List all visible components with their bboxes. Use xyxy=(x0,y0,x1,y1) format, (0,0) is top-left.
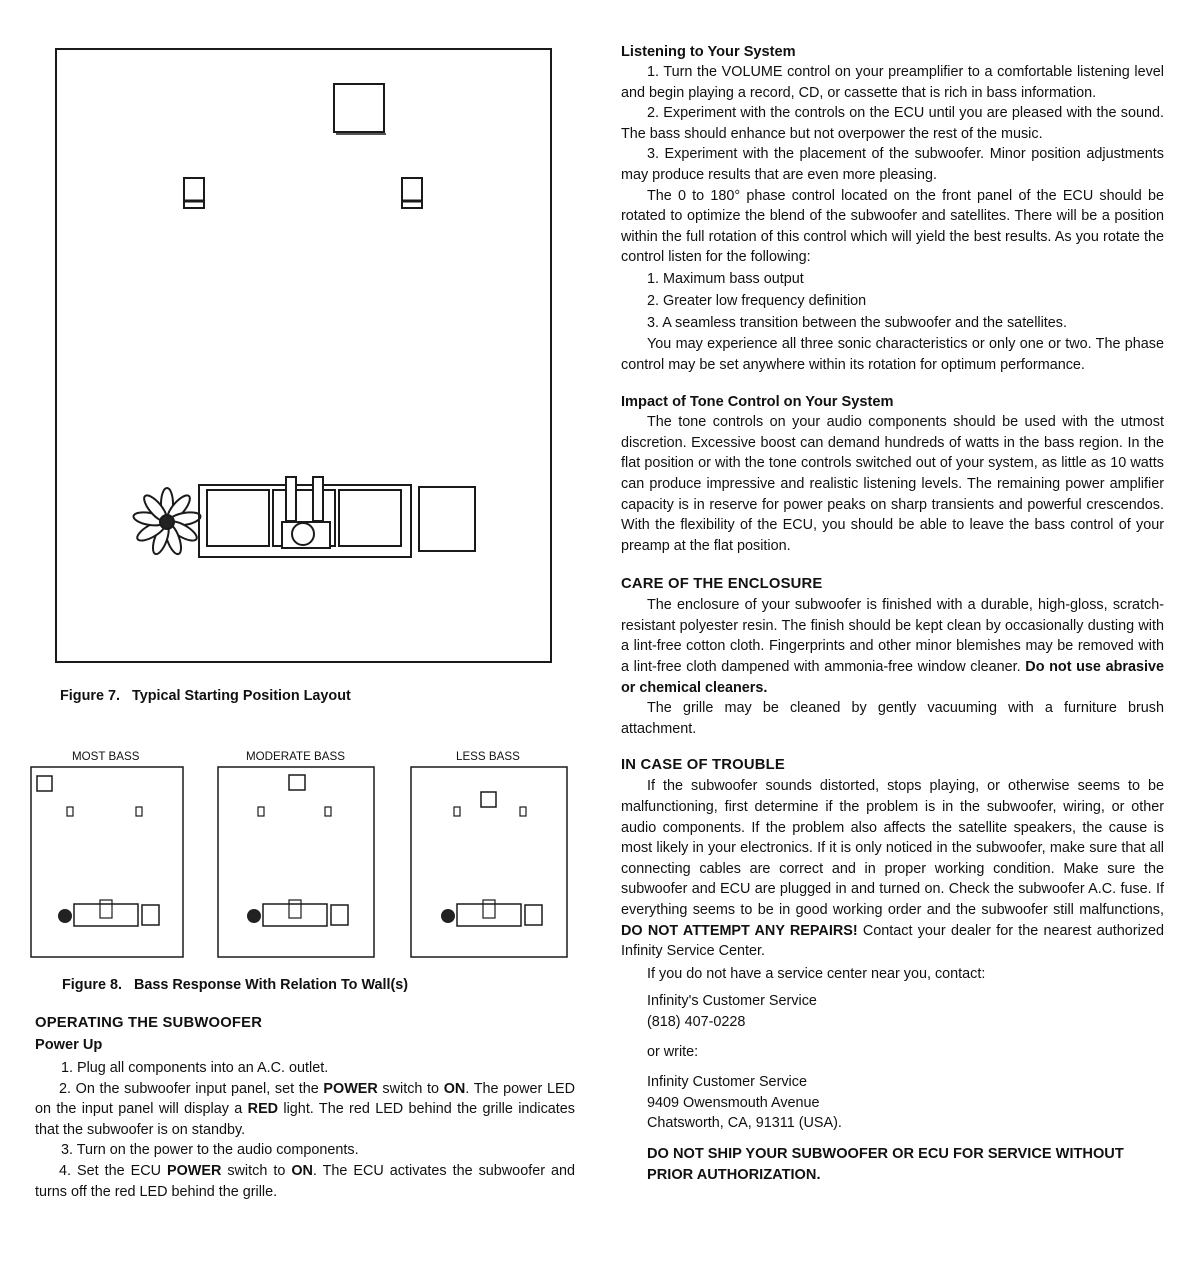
subwoofer-box xyxy=(334,84,386,134)
care-paragraph-2: The grille may be cleaned by gently vacuuming with a furniture brush attachment. xyxy=(621,700,1164,737)
customer-service-name: Infinity's Customer Service xyxy=(647,993,817,1010)
contact-intro: If you do not have a service center near you, contact: xyxy=(647,965,986,982)
address-city: Chatsworth, CA, 91311 (USA). xyxy=(647,1115,842,1132)
operating-step-2: 2. On the subwoofer input panel, set the POWER switch to ON. The power LED on the input panel will display a RED light. The red LED behind the grille indicates that the subwoofer is on standby. xyxy=(35,1080,575,1138)
listening-step-1: 1. Turn the VOLUME control on your preamplifier to a comfortable listening level and begin playing a record, CD, or cassette that is rich in bass information. xyxy=(621,64,1164,101)
customer-service-phone: (818) 407-0228 xyxy=(647,1013,746,1030)
listening-heading: Listening to Your System xyxy=(621,44,796,60)
right-column xyxy=(621,42,1164,1185)
phase-list-item-2: 2. Greater low frequency definition xyxy=(647,292,867,309)
sofa-with-listener xyxy=(199,477,411,557)
figure-8-less-bass-panel xyxy=(410,766,572,962)
side-table xyxy=(419,487,475,551)
tone-paragraph: The tone controls on your audio components should be used with the utmost discretion. Excessive boost can demand hundreds of watts in the bass region. In the flat position or with the tone controls switched out of your system, as little as 10 watts can produce impressive and realistic listening levels. The remaining power amplifier capacity is in reserve for power peaks on sharp transients and powerful crescendos. With the flexibility of the ECU, you should be able to leave the bass control of your preamp at the flat position. xyxy=(621,414,1164,554)
panel-label-less-bass: LESS BASS xyxy=(456,750,520,763)
figure-8-caption: Figure 8. Bass Response With Relation To Wall(s) xyxy=(62,977,409,993)
operating-section xyxy=(35,1012,575,1202)
panel-label-moderate-bass: MODERATE BASS xyxy=(246,750,345,763)
figure-8-most-bass-panel xyxy=(30,766,188,962)
operating-step-4: 4. Set the ECU POWER switch to ON. The ECU activates the subwoofer and turns off the red LED behind the grille. xyxy=(35,1162,575,1200)
customer-service-contact xyxy=(621,991,1164,1032)
address-street: 9409 Owensmouth Avenue xyxy=(647,1094,820,1111)
figure-7-caption: Figure 7. Typical Starting Position Layout xyxy=(60,688,351,704)
shipping-warning: DO NOT SHIP YOUR SUBWOOFER OR ECU FOR SERVICE WITHOUT PRIOR AUTHORIZATION. xyxy=(647,1145,1124,1183)
listening-step-3: 3. Experiment with the placement of the subwoofer. Minor position adjustments may produce results that are even more pleasing. xyxy=(621,146,1164,183)
care-heading: CARE OF THE ENCLOSURE xyxy=(621,576,823,593)
trouble-heading: IN CASE OF TROUBLE xyxy=(621,757,785,774)
operating-heading: OPERATING THE SUBWOOFER xyxy=(35,1015,263,1031)
phase-summary-paragraph: You may experience all three sonic characteristics or only one or two. The phase control may be set anywhere within its rotation for optimum performance. xyxy=(621,335,1164,373)
right-satellite-speaker xyxy=(402,178,422,208)
power-up-subheading: Power Up xyxy=(35,1037,103,1053)
mailing-address xyxy=(621,1072,1164,1134)
or-write-label: or write: xyxy=(647,1043,699,1060)
trouble-paragraph: If the subwoofer sounds distorted, stops playing, or otherwise seems to be malfunctioning, first determine if the problem is in the subwoofer, wiring, or other audio components. If the problem also affects the satellite speakers, the cause is most likely in your electronics. If it is only noticed in the subwoofer, make sure that all connecting cables are correct and in proper working condition. Make sure the subwoofer and ECU are plugged in and turned on. Check the subwoofer A.C. fuse. If everything seems to be in good working order and the subwoofer still malfunctions, DO NOT ATTEMPT ANY REPAIRS! Contact your dealer for the nearest authorized Infinity Service Center. xyxy=(621,778,1164,960)
left-satellite-speaker xyxy=(184,178,204,208)
phase-list-item-1: 1. Maximum bass output xyxy=(647,270,804,287)
plant-symbol xyxy=(132,488,201,556)
address-name: Infinity Customer Service xyxy=(647,1074,807,1091)
operating-step-1: 1. Plug all components into an A.C. outlet. xyxy=(61,1060,329,1076)
phase-control-paragraph: The 0 to 180° phase control located on the front panel of the ECU should be rotated to optimize the blend of the subwoofer and satellites. There will be a position within the full rotation of this control which will yield the best results. As you rotate the control listen for the following: xyxy=(621,187,1164,266)
tone-heading: Impact of Tone Control on Your System xyxy=(621,394,894,411)
care-paragraph-1: The enclosure of your subwoofer is finished with a durable, high-gloss, scratch-resistant polyester resin. The finish should be kept clean by occasionally dusting with a lint-free cotton cloth. Fingerprints and other minor blemishes may be removed with a lint-free cloth dampened with ammonia-free window cleaner. Do not use abrasive or chemical cleaners. xyxy=(621,597,1164,696)
panel-label-most-bass: MOST BASS xyxy=(72,750,140,763)
operating-step-3: 3. Turn on the power to the audio components. xyxy=(61,1142,359,1159)
figure-8-moderate-bass-panel xyxy=(217,766,379,962)
listening-step-2: 2. Experiment with the controls on the ECU until you are pleased with the sound. The bass should enhance but not overpower the rest of the music. xyxy=(621,105,1164,142)
figure-7-room-layout xyxy=(54,47,554,667)
phase-list-item-3: 3. A seamless transition between the subwoofer and the satellites. xyxy=(647,314,1067,331)
